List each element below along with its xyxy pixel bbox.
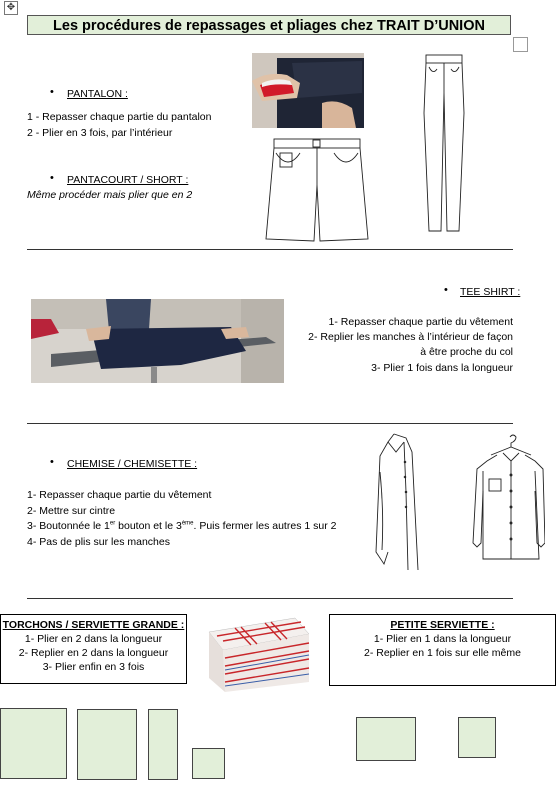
shape-square[interactable] [192, 748, 225, 779]
pantalon-step-2: 2 - Plier en 3 fois, par l’intérieur [27, 127, 173, 139]
shape-rectangle[interactable] [148, 709, 178, 780]
pantacourt-heading: PANTACOURT / SHORT : [67, 174, 189, 186]
petite-serviette-box [329, 614, 556, 686]
folded-towels-image [205, 612, 313, 694]
shorts-drawing [264, 137, 370, 244]
chemise-step-3: 3- Boutonnée le 1er bouton et le 3ème. Puis fermer les autres 1 sur 2 [27, 520, 337, 532]
shape-square[interactable] [0, 708, 67, 779]
teeshirt-step-2: 2- Replier les manches à l’intérieur de façon [308, 331, 513, 343]
shape-rectangle[interactable] [356, 717, 416, 761]
chemise-step-4: 4- Pas de plis sur les manches [27, 536, 170, 548]
torchons-step-2: 2- Replier en 2 dans la longueur [18, 647, 169, 659]
divider [27, 598, 513, 599]
teeshirt-step-2-cont: à être proche du col [420, 346, 513, 358]
teeshirt-step-3: 3- Plier 1 fois dans la longueur [371, 362, 513, 374]
divider [27, 249, 513, 250]
page-title: Les procédures de repassages et pliages chez TRAIT D’UNION [27, 15, 511, 35]
petite-serviette-step-2: 2- Replier en 1 fois sur elle même [364, 647, 521, 659]
shirt-side-drawing [374, 432, 420, 572]
teeshirt-heading: TEE SHIRT : [460, 286, 521, 298]
bullet-icon: • [50, 456, 54, 468]
shirt-hanger-drawing [447, 431, 545, 566]
divider [27, 423, 513, 424]
teeshirt-step-1: 1- Repasser chaque partie du vêtement [328, 316, 513, 328]
shape-square[interactable] [77, 709, 137, 780]
bullet-icon: • [50, 172, 54, 184]
pantalon-heading: PANTALON : [67, 88, 128, 100]
checkbox[interactable] [513, 37, 528, 52]
torchons-step-3: 3- Plier enfin en 3 fois [42, 661, 145, 673]
torchons-step-1: 1- Plier en 2 dans la longueur [24, 633, 163, 645]
torchons-box [0, 614, 187, 684]
ironing-teeshirt-photo [31, 299, 284, 383]
chemise-heading: CHEMISE / CHEMISETTE : [67, 458, 198, 470]
pantacourt-note: Même procéder mais plier que en 2 [27, 189, 193, 201]
pantalon-step-1: 1 - Repasser chaque partie du pantalon [27, 111, 212, 123]
move-handle-icon[interactable]: ✥ [4, 1, 18, 15]
petite-serviette-heading: PETITE SERVIETTE : [390, 619, 495, 631]
trousers-drawing [423, 53, 465, 233]
chemise-step-2: 2- Mettre sur cintre [27, 505, 116, 517]
petite-serviette-step-1: 1- Plier en 1 dans la longueur [373, 633, 512, 645]
ironing-pants-photo [252, 53, 364, 128]
bullet-icon: • [50, 86, 54, 98]
shape-square[interactable] [458, 717, 496, 758]
bullet-icon: • [444, 284, 448, 296]
torchons-heading: TORCHONS / SERVIETTE GRANDE : [2, 619, 185, 631]
chemise-step-1: 1- Repasser chaque partie du vêtement [27, 489, 212, 501]
